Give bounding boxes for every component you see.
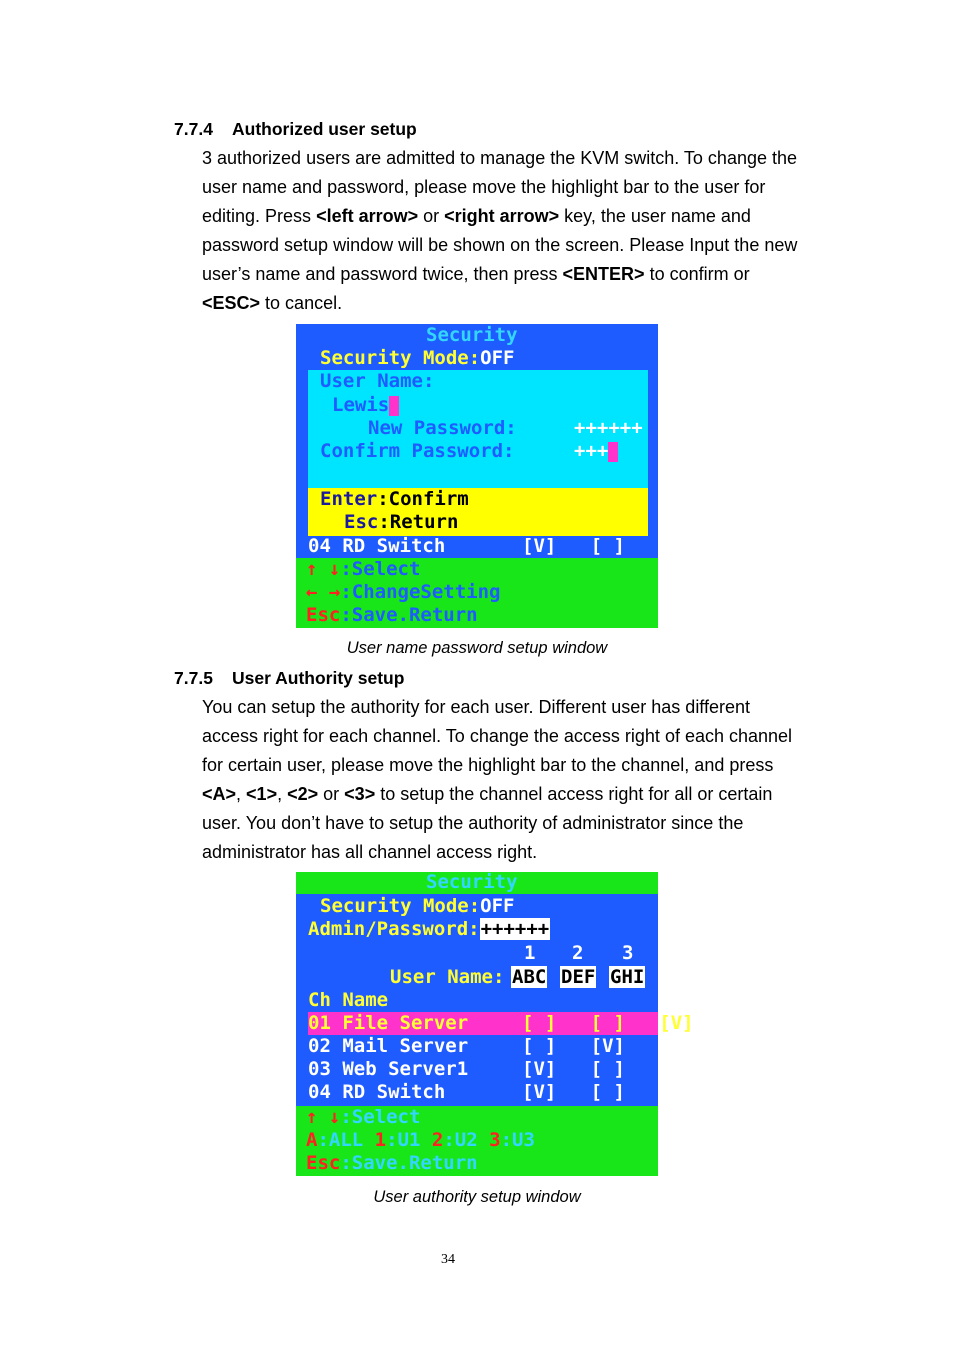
text-run: to confirm or — [644, 264, 750, 284]
new-password-value[interactable]: ++++++ — [574, 417, 643, 439]
section-7-7-5-body — [202, 693, 852, 867]
text-run: , — [236, 784, 247, 804]
hint-select: ↑ ↓:Select — [306, 1106, 421, 1128]
user-name-value: Lewis — [332, 394, 390, 416]
user-name-3[interactable]: GHI — [610, 966, 645, 988]
figure-caption: User authority setup window — [373, 1188, 581, 1206]
paragraph-line — [202, 751, 852, 780]
channel-row[interactable]: 01 File Server — [308, 1012, 469, 1034]
hint-panel — [296, 1106, 658, 1176]
admin-password-line[interactable]: Admin/Password:++++++ — [308, 918, 550, 940]
confirm-password-label: Confirm Password: — [320, 440, 515, 462]
paragraph-line — [202, 289, 852, 318]
new-password-label: New Password: — [368, 417, 517, 439]
key-name: <ENTER> — [562, 264, 645, 284]
channel-row[interactable]: 04 RD Switch — [308, 1081, 446, 1103]
text-run: user. You don’t have to setup the authority of administrator since the — [202, 813, 744, 833]
channel-row[interactable]: 03 Web Server1 — [308, 1058, 469, 1080]
text-run: access right for each channel. To change the access right of each channel — [202, 726, 793, 746]
up-down-arrow-icon: ↑ ↓ — [306, 558, 341, 580]
text-run: password setup window will be shown on the screen. Please Input the new — [202, 235, 798, 255]
esc-return-line[interactable] — [344, 511, 458, 534]
osd-title: Security — [426, 871, 518, 893]
hint-esc: Esc:Save.Return — [306, 1152, 478, 1174]
user-name-1[interactable]: ABC — [512, 966, 547, 988]
confirm-password-field[interactable] — [574, 440, 618, 463]
user-number-1: 1 — [524, 942, 536, 964]
key-name: <left arrow> — [316, 206, 419, 226]
enter-confirm-line[interactable] — [320, 488, 469, 511]
text-run: , — [277, 784, 288, 804]
text-run: or — [418, 206, 445, 226]
text-run: or — [318, 784, 345, 804]
key-name: <2> — [287, 784, 319, 804]
security-mode-value: OFF — [480, 347, 515, 369]
hint-users: A:ALL 1:U1 2:U2 3:U3 — [306, 1129, 535, 1151]
channel-row-marks: [V] [ ] [V] — [522, 1081, 694, 1103]
hint-panel — [296, 558, 658, 628]
text-run: user’s name and password twice, then press — [202, 264, 563, 284]
section-heading-7-7-5 — [174, 668, 404, 689]
left-right-arrow-icon: ← → — [306, 581, 341, 603]
enter-key: Enter — [320, 488, 378, 510]
paragraph-line — [202, 838, 852, 867]
text-run: user name and password, please move the highlight bar to the user for — [202, 177, 766, 197]
user-password-setup-window — [296, 324, 694, 628]
text-run: for certain user, please move the highlight bar to the channel, and press — [202, 755, 774, 775]
key-name: <A> — [202, 784, 237, 804]
up-down-arrow-icon: ↑ ↓ — [306, 1106, 341, 1128]
hint-change: ← →:ChangeSetting — [306, 581, 501, 603]
confirm-dialog — [308, 488, 648, 536]
user-name-label: User Name: — [320, 370, 435, 392]
paragraph-line — [202, 722, 852, 751]
esc-key: Esc — [344, 511, 379, 533]
text-cursor — [608, 442, 618, 462]
confirm-password-value: +++ — [574, 440, 609, 462]
security-mode-label: Security Mode: — [320, 347, 481, 369]
key-name: <right arrow> — [444, 206, 560, 226]
key-name: <1> — [246, 784, 278, 804]
channel-row-marks: [ ] [ ] [V] — [522, 1012, 694, 1034]
paragraph-line — [202, 231, 852, 260]
enter-action: :Confirm — [377, 488, 469, 510]
user-name-field[interactable] — [332, 394, 399, 417]
channel-row[interactable]: 04 RD Switch — [308, 535, 446, 557]
user-name-2[interactable]: DEF — [561, 966, 596, 988]
text-cursor — [389, 396, 399, 416]
section-title: Authorized user setup — [232, 119, 417, 139]
paragraph-line — [202, 173, 852, 202]
user-name-label: User Name: — [390, 966, 505, 988]
admin-password-value: ++++++ — [480, 918, 550, 940]
page-number: 34 — [441, 1252, 455, 1267]
osd-title: Security — [426, 324, 518, 346]
text-run: key, the user name and — [559, 206, 751, 226]
paragraph-line — [202, 202, 852, 231]
figure-caption: User name password setup window — [346, 639, 608, 657]
paragraph-line — [202, 693, 852, 722]
esc-action: :Return — [378, 511, 459, 533]
key-name: <3> — [344, 784, 376, 804]
text-run: administrator has all channel access right. — [202, 842, 538, 862]
channel-row-marks: [V] [ ] [V] — [522, 535, 694, 557]
section-number: 7.7.4 — [174, 119, 213, 139]
paragraph-line — [202, 780, 852, 809]
osd-title-bar — [296, 872, 658, 894]
paragraph-line — [202, 260, 852, 289]
text-run: You can setup the authority for each user. Different user has different — [202, 697, 751, 717]
password-dialog — [308, 370, 648, 488]
section-7-7-4-body — [202, 144, 852, 318]
user-number-2: 2 — [572, 942, 584, 964]
hint-esc: Esc:Save.Return — [306, 604, 478, 626]
security-mode-line: Security Mode:OFF — [320, 895, 515, 917]
text-run: to cancel. — [260, 293, 343, 313]
text-run: editing. Press — [202, 206, 317, 226]
security-mode-line — [320, 347, 514, 370]
paragraph-line — [202, 144, 852, 173]
text-run: 3 authorized users are admitted to manage the KVM switch. To change the — [202, 148, 798, 168]
channel-row-marks: [V] [ ] [ ] — [522, 1058, 694, 1080]
channel-row[interactable]: 02 Mail Server — [308, 1035, 469, 1057]
paragraph-line — [202, 809, 852, 838]
section-title: User Authority setup — [232, 668, 405, 688]
ch-name-header: Ch Name — [308, 989, 389, 1011]
key-name: <ESC> — [202, 293, 261, 313]
channel-row-marks: [ ] [V] [V] — [522, 1035, 694, 1057]
hint-select: ↑ ↓:Select — [306, 558, 421, 580]
user-authority-setup-window — [296, 871, 694, 1176]
section-number: 7.7.5 — [174, 668, 213, 688]
text-run: to setup the channel access right for all or certain — [375, 784, 773, 804]
user-number-3: 3 — [622, 942, 634, 964]
section-heading-7-7-4 — [174, 119, 417, 140]
